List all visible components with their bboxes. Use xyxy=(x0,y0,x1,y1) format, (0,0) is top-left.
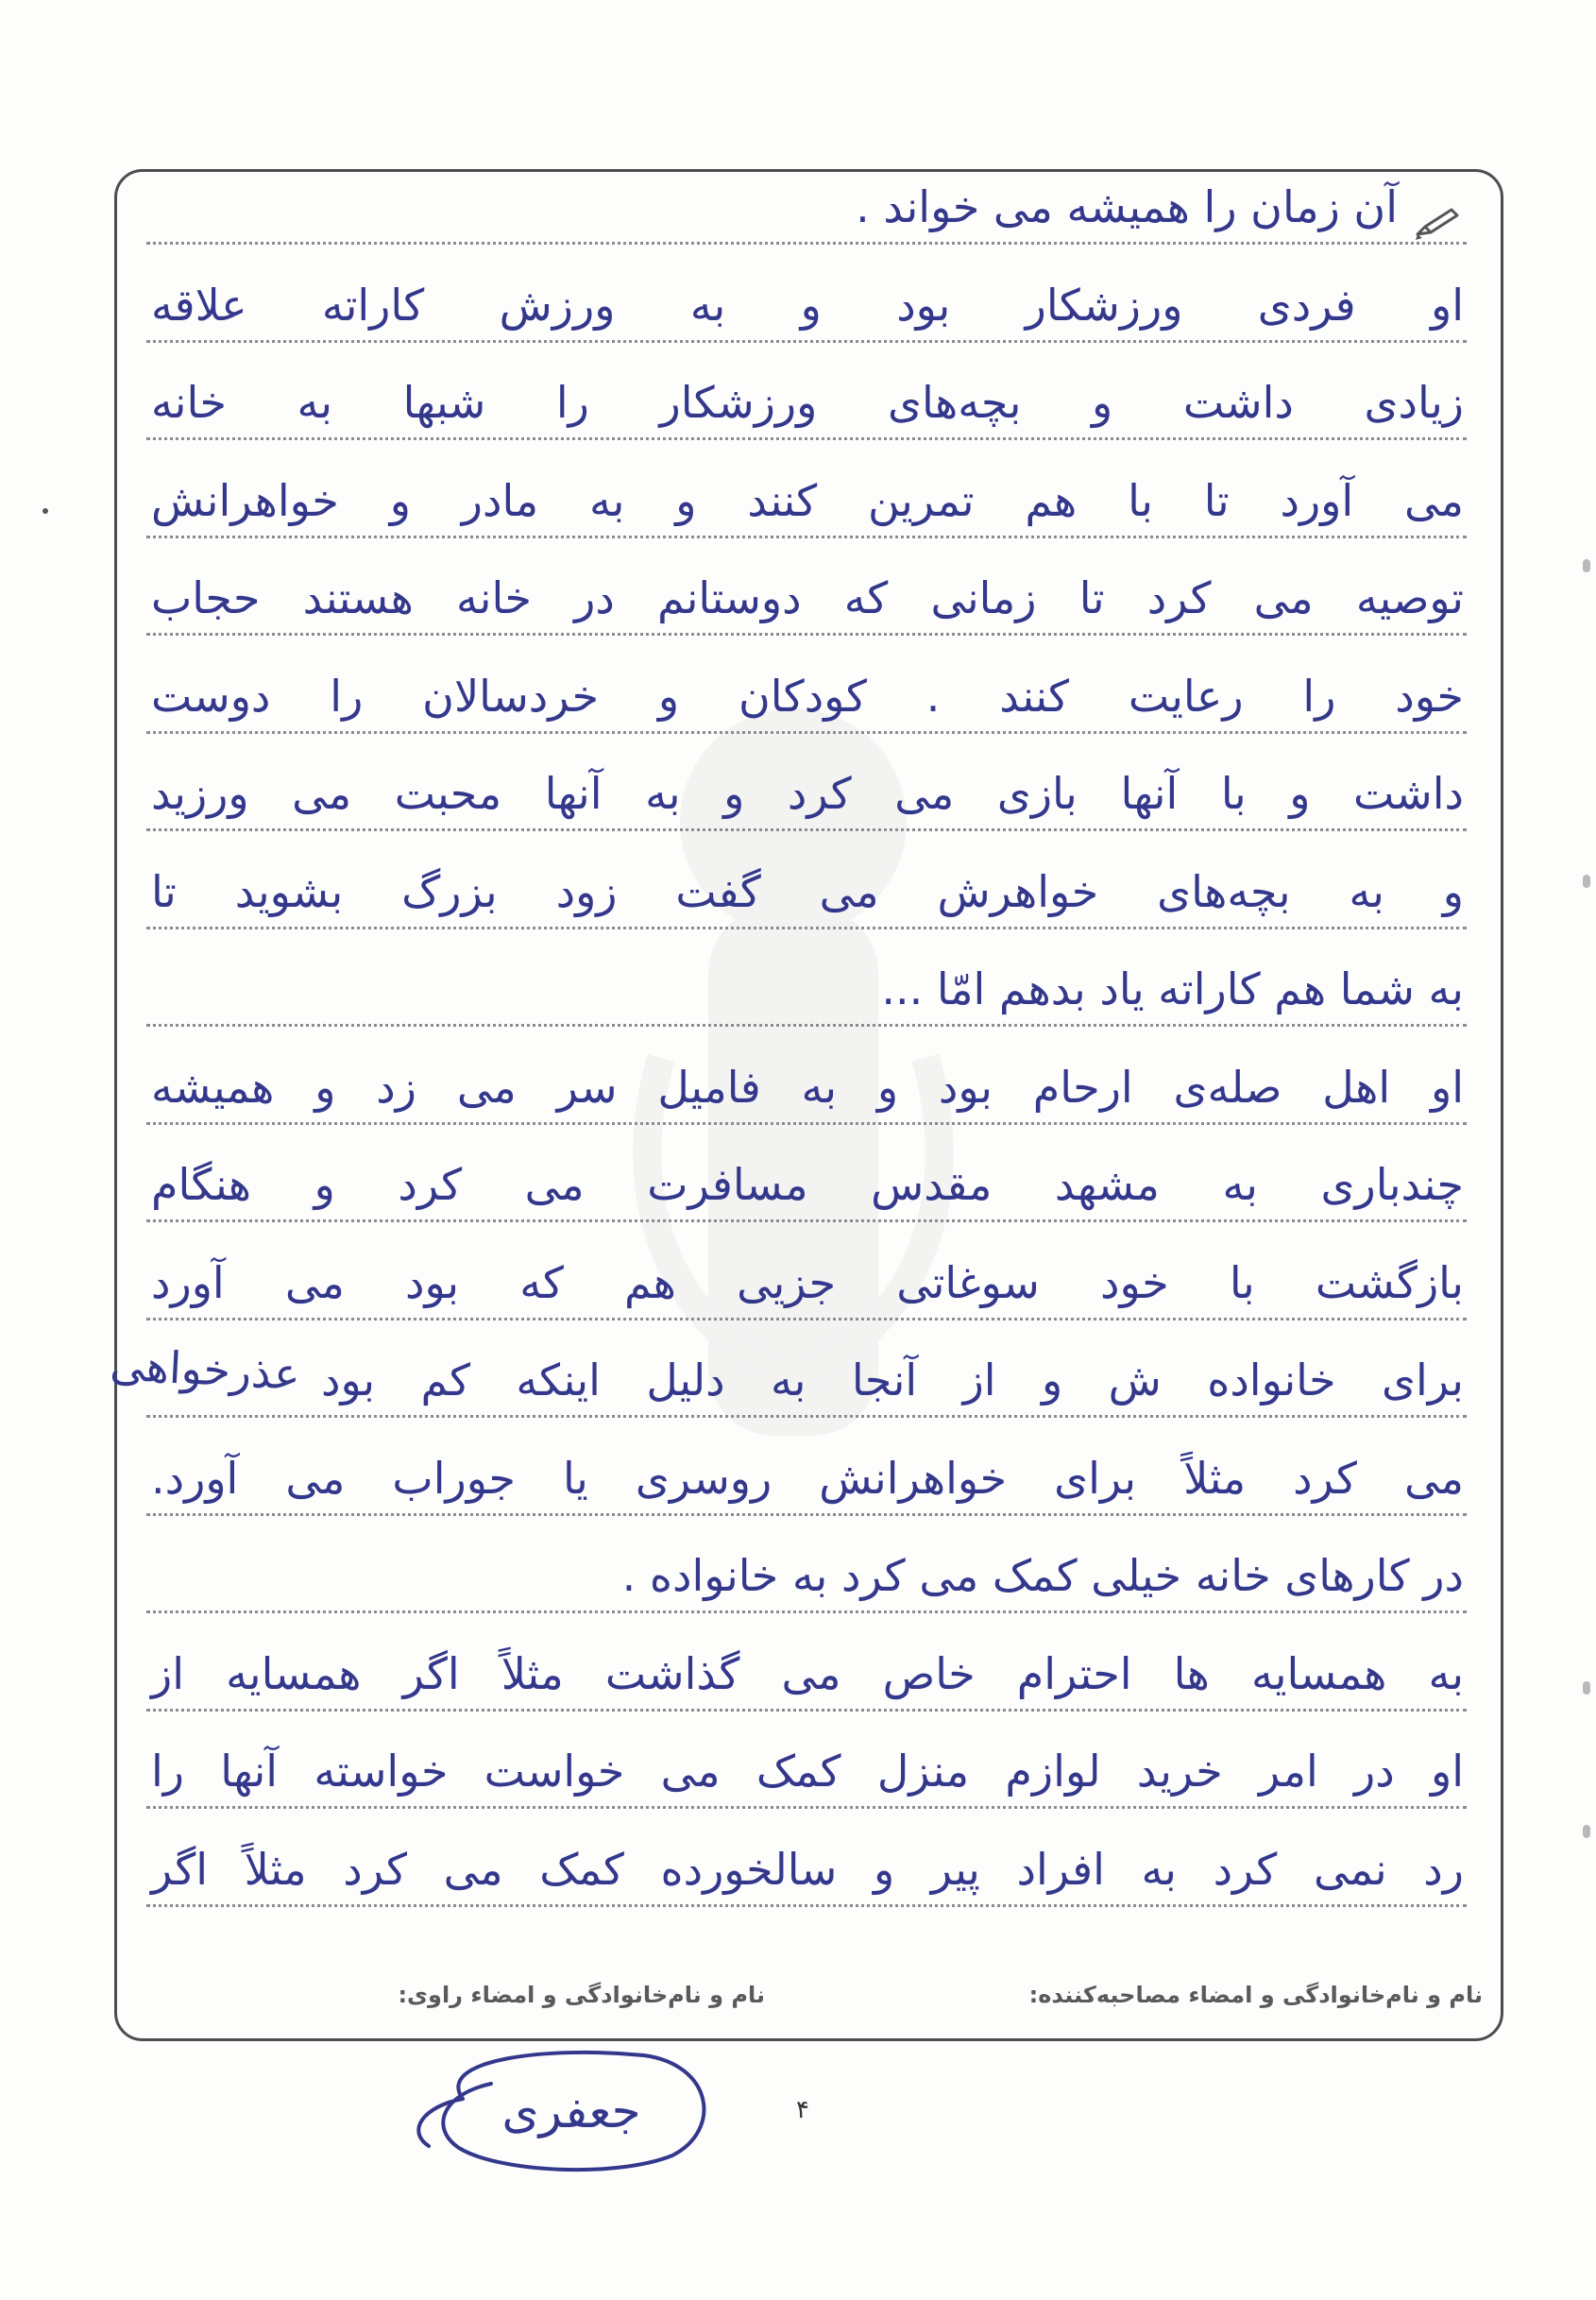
dotted-rule xyxy=(146,927,1467,929)
handwritten-line: زیادی داشت و بچه‌های ورزشکار را شبها به خانه xyxy=(151,377,1464,428)
signature-tail xyxy=(418,2099,463,2146)
signature xyxy=(397,2040,737,2182)
dotted-rule xyxy=(146,1806,1467,1809)
dotted-rule xyxy=(146,1024,1467,1027)
dotted-rule xyxy=(146,340,1467,343)
dotted-rule xyxy=(146,536,1467,538)
handwritten-line: رد نمی کرد به افراد پیر و سالخورده کمک می کرد مثلاً اگر xyxy=(151,1844,1464,1895)
dotted-rule xyxy=(146,1219,1467,1222)
handwritten-line: و به بچه‌های خواهرش می گفت زود بزرگ بشوید تا xyxy=(151,866,1464,917)
handwritten-line: بازگشت با خود سوغاتی جزیی هم که بود می آورد xyxy=(151,1257,1464,1308)
dotted-rule xyxy=(146,1122,1467,1125)
ink-speck xyxy=(42,508,48,514)
pencil-icon xyxy=(1414,206,1461,242)
dotted-rule xyxy=(146,242,1467,245)
handwritten-line: خود را رعایت کنند . کودکان و خردسالان را دوست xyxy=(151,671,1464,722)
handwritten-line: می کرد مثلاً برای خواهرانش روسری یا جوراب می آورد. xyxy=(151,1453,1464,1504)
dotted-rule xyxy=(146,1904,1467,1907)
dotted-rule xyxy=(146,437,1467,440)
page-number: ۴ xyxy=(796,2096,809,2124)
dotted-rule xyxy=(146,731,1467,734)
binding-hole xyxy=(1583,1681,1590,1695)
handwritten-line: او فردی ورزشکار بود و به ورزش کاراته علاقه xyxy=(151,280,1464,331)
binding-hole xyxy=(1583,559,1590,572)
handwritten-line: در کارهای خانه خیلی کمک می کرد به خانواده . xyxy=(621,1550,1464,1601)
dotted-rule xyxy=(146,1415,1467,1418)
dotted-rule xyxy=(146,1709,1467,1712)
handwritten-line: می آورد تا با هم تمرین کنند و به مادر و خواهرانش xyxy=(151,475,1464,526)
handwritten-line: او در امر خرید لوازم منزل کمک می خواست خواسته آنها را xyxy=(151,1746,1464,1797)
interviewer-signature-label: نام و نام‌خانوادگی و امضاء مصاحبه‌کننده: xyxy=(1028,1982,1483,2008)
handwritten-line: توصیه می کرد تا زمانی که دوستانم در خانه هستند حجاب xyxy=(151,572,1464,623)
dotted-rule xyxy=(146,1610,1467,1613)
handwritten-line: آن زمان را همیشه می خواند . xyxy=(856,181,1398,232)
handwritten-line: داشت و با آنها بازی می کرد و به آنها محبت می ورزید xyxy=(151,768,1464,819)
dotted-rule xyxy=(146,633,1467,636)
handwritten-line: به شما هم کاراته یاد بدهم امّا ... xyxy=(881,963,1464,1014)
signature-text: جعفری xyxy=(501,2084,641,2138)
handwritten-line: او اهل صله‌ی ارحام بود و به فامیل سر می زد و همیشه xyxy=(151,1062,1464,1113)
binding-hole xyxy=(1583,875,1590,888)
binding-hole xyxy=(1583,1825,1590,1838)
handwritten-line: به همسایه ها احترام خاص می گذاشت مثلاً اگر همسایه از xyxy=(151,1648,1464,1699)
margin-note: عذرخواهی xyxy=(109,1338,302,1400)
handwritten-line: چندباری به مشهد مقدس مسافرت می کرد و هنگام xyxy=(151,1159,1464,1210)
dotted-rule xyxy=(146,1513,1467,1516)
narrator-signature-label: نام و نام‌خانوادگی و امضاء راوی: xyxy=(398,1982,765,2008)
handwritten-line: برای خانواده ش و از آنجا به دلیل اینکه کم بود xyxy=(321,1354,1464,1406)
dotted-rule xyxy=(146,828,1467,831)
dotted-rule xyxy=(146,1318,1467,1320)
